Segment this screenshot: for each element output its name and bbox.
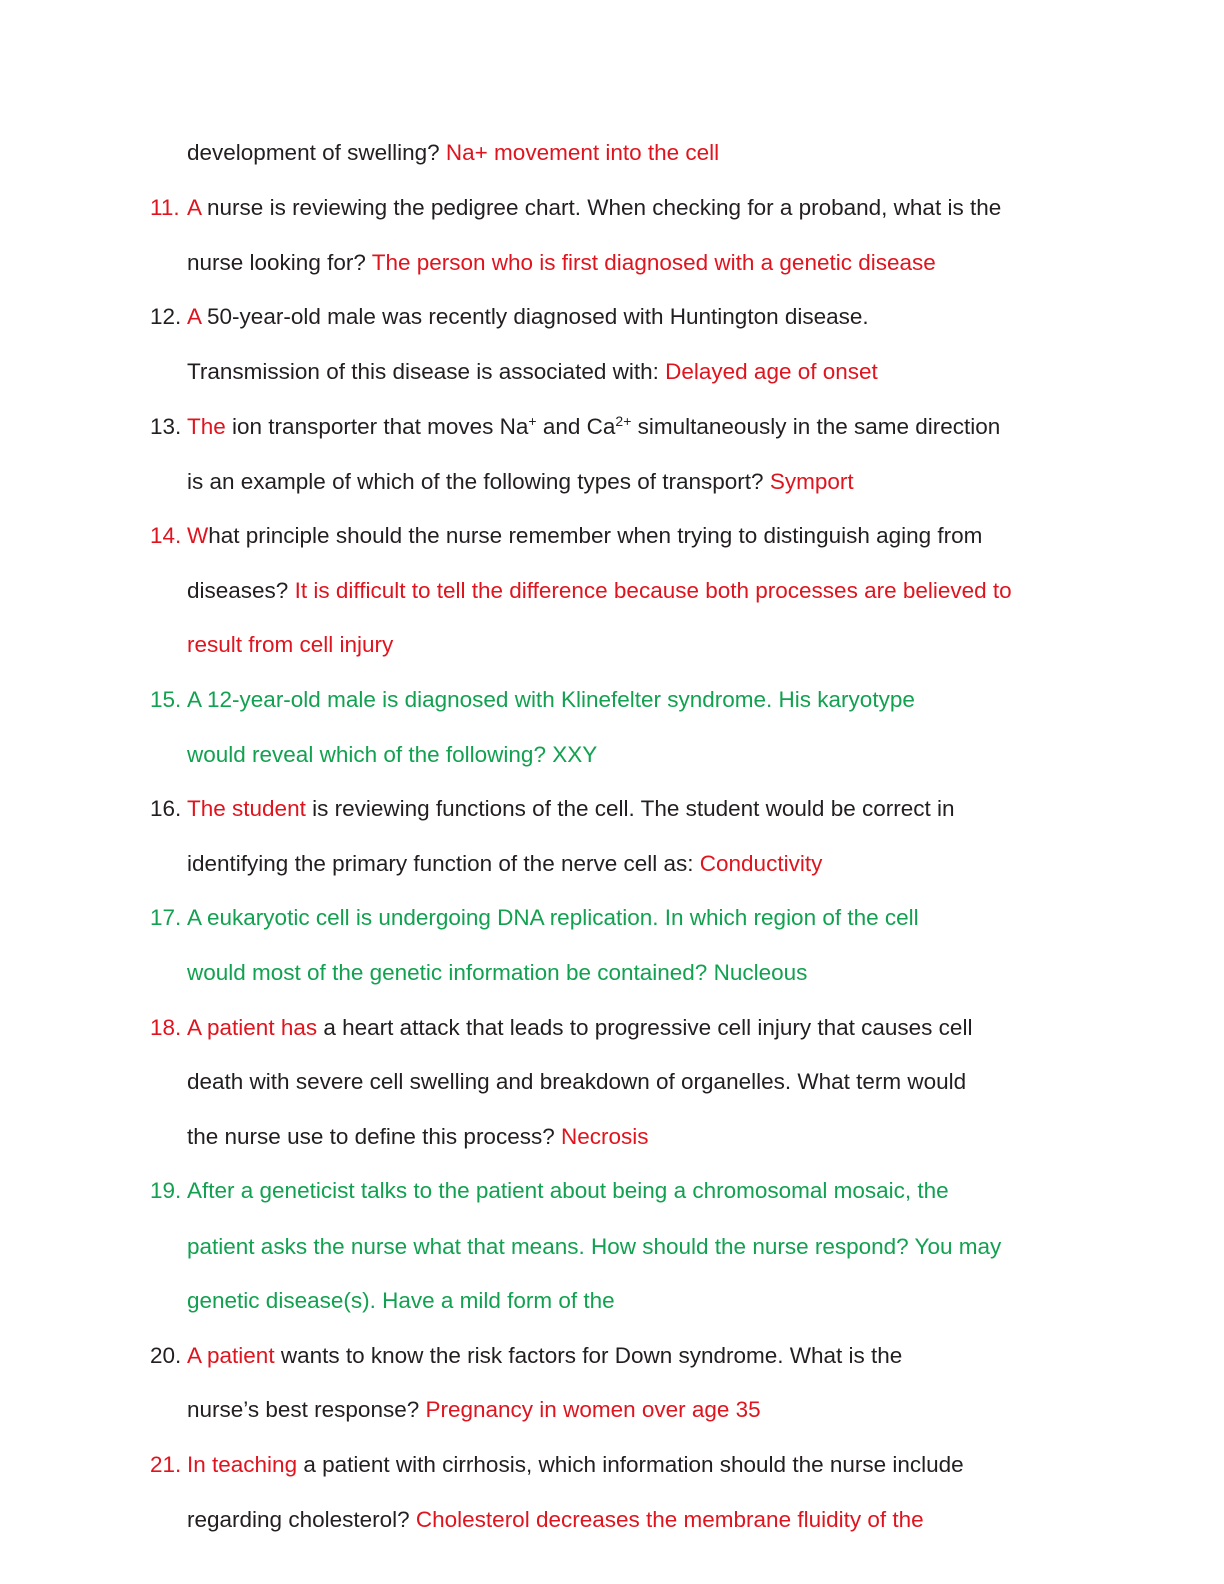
q12-question-line-2: Transmission of this disease is associated with: Delayed age of onset — [187, 359, 878, 384]
q11-answer: The person who is first diagnosed with a genetic disease — [371, 250, 936, 275]
q20-question-line-2: nurse’s best response? Pregnancy in women over age 35 — [187, 1397, 761, 1422]
q18-answer: Necrosis — [560, 1124, 649, 1149]
q14-number: 14. — [150, 523, 182, 548]
q13-question-line-2: is an example of which of the following types of transport? Symport — [187, 469, 854, 494]
q21-number: 21. — [150, 1452, 182, 1477]
q13-question-line-1: The ion transporter that moves Na+ and $Ca^{2+}$ simultaneously in the same direction — [187, 413, 1001, 439]
q19-question-line-2: patient asks the nurse what that means. How should the nurse respond? You may — [187, 1234, 1002, 1259]
q20-answer: Pregnancy in women over age 35 — [425, 1397, 761, 1422]
q14-question-line-2: diseases? It is difficult to tell the difference because both processes are believed to — [187, 578, 1012, 603]
q16-question-line-1: The student is reviewing functions of the cell. The student would be correct in — [187, 796, 955, 821]
q18-number: 18. — [150, 1015, 182, 1040]
q17-question-line-2: would most of the genetic information be contained? Nucleous — [187, 960, 808, 985]
q13-answer: Symport — [769, 469, 854, 494]
q19-question-line-3: genetic disease(s). Have a mild form of the — [187, 1288, 615, 1313]
q12-number: 12. — [150, 304, 182, 329]
q17-number: 17. — [150, 905, 182, 930]
q15-question-line-1: A 12-year-old male is diagnosed with Klinefelter syndrome. His karyotype — [187, 687, 915, 712]
q20-question-line-1: A patient wants to know the risk factors for Down syndrome. What is the — [187, 1343, 903, 1368]
q18-question-line-1: A patient has a heart attack that leads to progressive cell injury that causes cell — [187, 1015, 973, 1040]
q16-number: 16. — [150, 796, 182, 821]
q18-question-line-2: death with severe cell swelling and breakdown of organelles. What term would — [187, 1069, 967, 1094]
q14-answer-part-1: It is difficult to tell the difference because both processes are believed to — [294, 578, 1012, 603]
q20-number: 20. — [150, 1343, 182, 1368]
q17-question-line-1: A eukaryotic cell is undergoing DNA replication. In which region of the cell — [187, 905, 919, 930]
q11-number: 11. — [150, 195, 180, 220]
q10-continuation: development of swelling? Na+ movement into the cell — [187, 140, 720, 165]
q21-question-line-2: regarding cholesterol? Cholesterol decreases the membrane fluidity of the — [187, 1507, 924, 1532]
q16-answer: Conductivity — [699, 851, 823, 876]
q15-question-line-2: would reveal which of the following? XXY — [187, 742, 598, 767]
q19-number: 19. — [150, 1178, 182, 1203]
q10-answer: Na+ movement into the cell — [445, 140, 720, 165]
q13-number: 13. — [150, 414, 182, 439]
q11-question-line-1: A nurse is reviewing the pedigree chart. When checking for a proband, what is the — [187, 195, 1002, 220]
q14-question-line-1: What principle should the nurse remember when trying to distinguish aging from — [187, 523, 983, 548]
q12-answer: Delayed age of onset — [665, 359, 878, 384]
q16-question-line-2: identifying the primary function of the nerve cell as: Conductivity — [187, 851, 823, 876]
q21-answer: Cholesterol decreases the membrane fluidity of the — [415, 1507, 924, 1532]
q12-question-line-1: A 50-year-old male was recently diagnosed with Huntington disease. — [187, 304, 869, 329]
q19-question-line-1: After a geneticist talks to the patient about being a chromosomal mosaic, the — [187, 1178, 949, 1203]
q18-question-line-3: the nurse use to define this process? Necrosis — [187, 1124, 649, 1149]
q11-question-line-2: nurse looking for? The person who is first diagnosed with a genetic disease — [187, 250, 936, 275]
q14-answer-part-2: result from cell injury — [187, 632, 394, 657]
q15-number: 15. — [150, 687, 182, 712]
q21-question-line-1: In teaching a patient with cirrhosis, which information should the nurse include — [187, 1452, 964, 1477]
